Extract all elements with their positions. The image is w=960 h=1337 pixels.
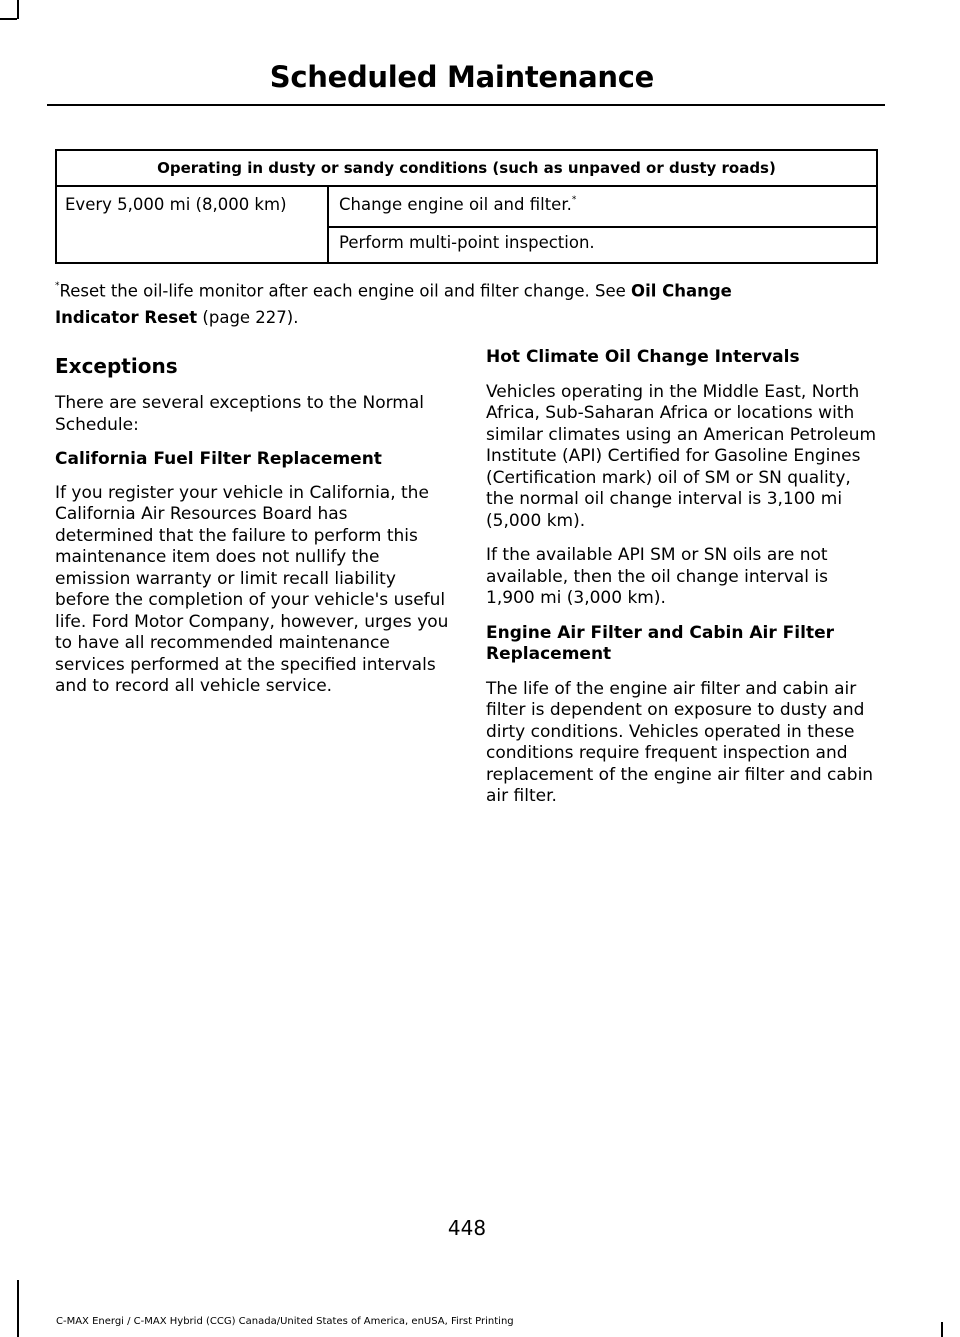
- subsection-heading: Hot Climate Oil Change Intervals: [486, 347, 800, 367]
- service-text: Change engine oil and filter.: [339, 195, 572, 214]
- paragraph: The life of the engine air filter and cabin air filter is dependent on exposure to dusty and dirty conditions. Vehicles operated in these conditions require frequent inspection and replacement of the engine air filter and cabin air filter.: [486, 678, 874, 806]
- page-number: 448: [447, 1216, 487, 1240]
- page-reference: (page 227).: [197, 307, 299, 327]
- maintenance-table: [55, 149, 878, 264]
- crop-mark-bottom-right: [941, 1322, 943, 1337]
- crop-mark-top-left: [0, 18, 17, 20]
- footnote-mark: *: [571, 194, 577, 205]
- subsection-heading: California Fuel Filter Replacement: [55, 449, 382, 469]
- table-interval-cell: [56, 186, 328, 263]
- crop-mark-top-left-vertical: [17, 0, 19, 19]
- service-text: Perform multi-point inspection.: [339, 233, 595, 252]
- interval-text: Every 5,000 mi (8,000 km): [65, 195, 287, 214]
- table-heading: Operating in dusty or sandy conditions (such as unpaved or dusty roads): [56, 150, 877, 186]
- page-title: Scheduled Maintenance: [269, 60, 654, 94]
- footnote-mark: *: [55, 281, 60, 291]
- footer-text: C-MAX Energi / C-MAX Hybrid (CCG) Canada/United States of America, enUSA, First Printing: [56, 1316, 514, 1327]
- table-service-cell: [328, 227, 877, 263]
- paragraph: Vehicles operating in the Middle East, North Africa, Sub-Saharan Africa or locations with similar climates using an American Petroleum Institute (API) Certified for Gasoline Engines (Certification mark) oil of SM or SN quality, the normal oil change interval is 3,100 mi (5,000 km).: [486, 381, 877, 531]
- table-footnote: [55, 275, 885, 331]
- paragraph: If the available API SM or SN oils are not available, then the oil change interval is 1,900 mi (3,000 km).: [486, 545, 828, 608]
- table-service-cell: [328, 186, 877, 227]
- right-column: [486, 347, 881, 821]
- footnote-text: Reset the oil-life monitor after each engine oil and filter change. See: [59, 281, 632, 301]
- cross-reference-part1: Oil Change: [631, 281, 732, 301]
- header-rule: [47, 104, 885, 106]
- cross-reference-part2: Indicator Reset: [55, 307, 198, 327]
- section-heading: Exceptions: [55, 354, 178, 378]
- paragraph: If you register your vehicle in California, the California Air Resources Board has determined that the failure to perform this maintenance item does not nullify the emission warranty or limit recall liability before the completion of your vehicle's useful life. Ford Motor Company, however, urges you to have all recommended maintenance services performed at the specified intervals and to record all vehicle service.: [55, 482, 449, 696]
- crop-mark-bottom-left: [17, 1280, 19, 1337]
- left-column: [55, 353, 450, 711]
- subsection-heading: Engine Air Filter and Cabin Air Filter Replacement: [486, 622, 834, 664]
- paragraph: There are several exceptions to the Normal Schedule:: [55, 393, 424, 435]
